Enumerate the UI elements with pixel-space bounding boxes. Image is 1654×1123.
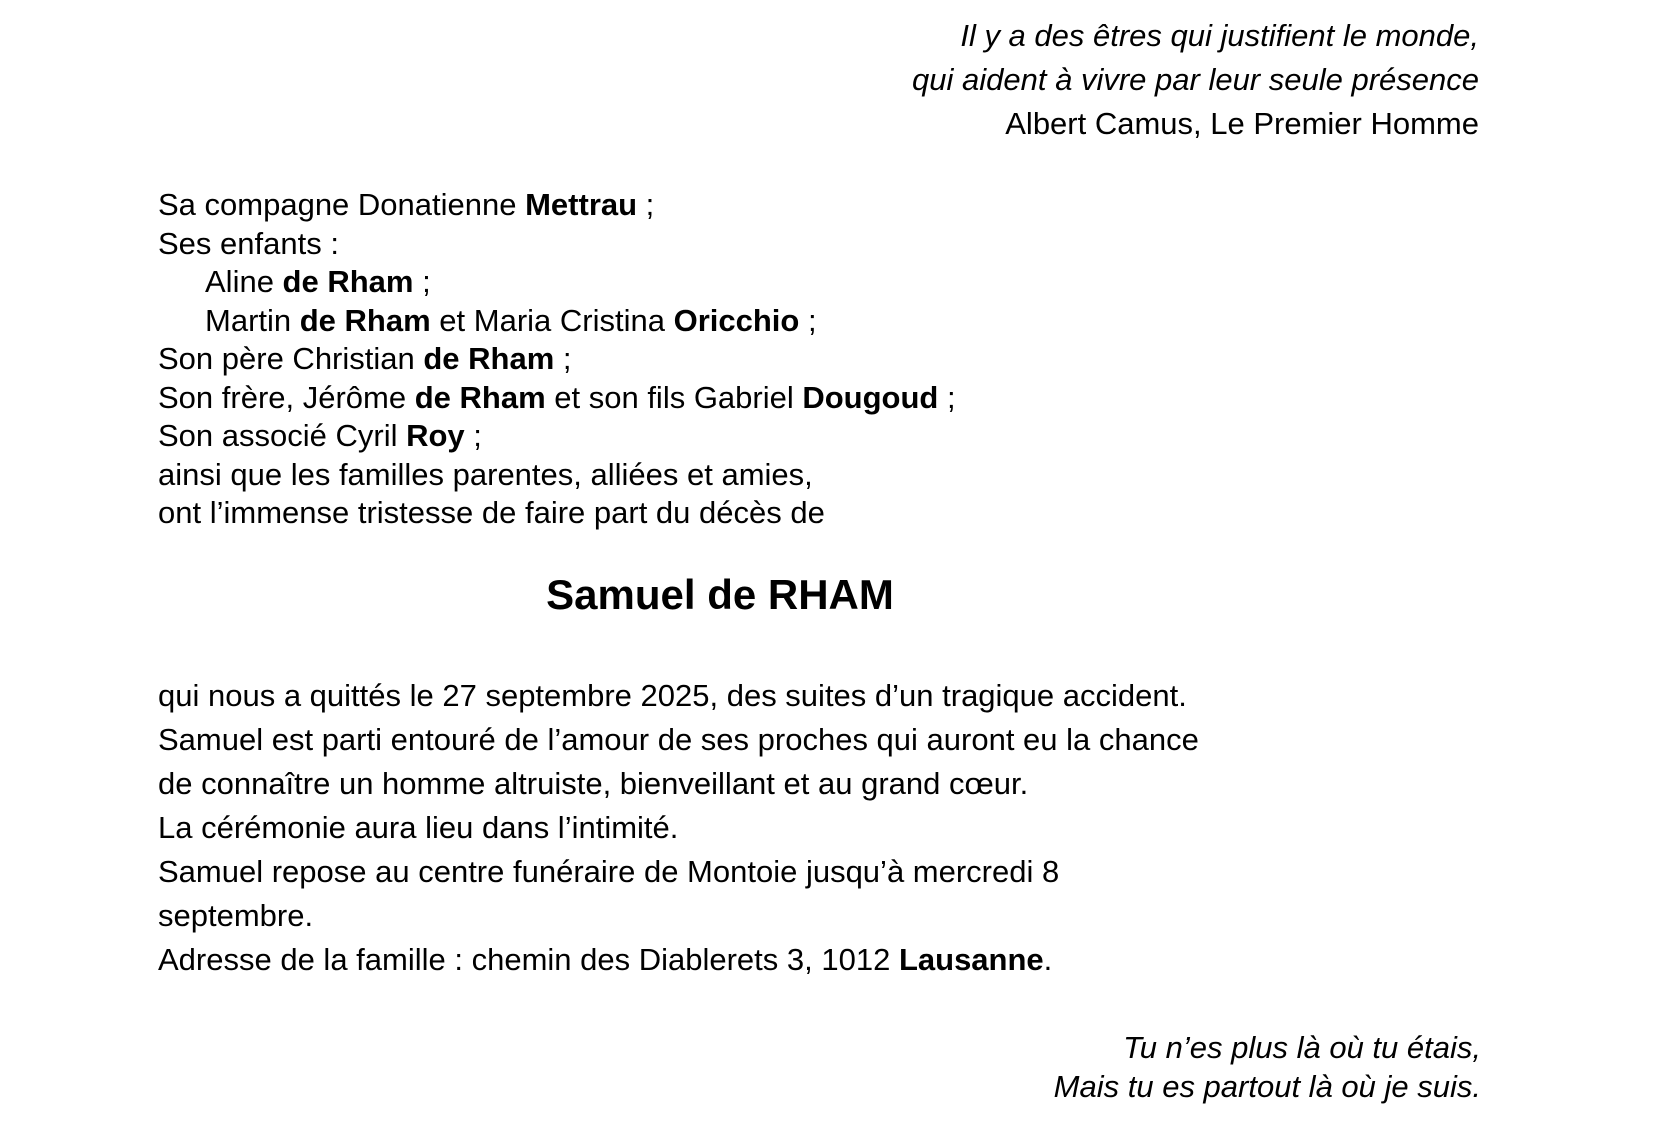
body-line-6: septembre. (158, 898, 314, 933)
epigraph-line-2: qui aident à vivre par leur seule présence (912, 62, 1479, 97)
companion-suffix: ; (637, 187, 655, 222)
family-child-1 (158, 263, 956, 302)
brother-name: de Rham (414, 379, 546, 415)
family-children-label: Ses enfants : (158, 225, 339, 261)
body-line-5: Samuel repose au centre funéraire de Montoie jusqu’à mercredi 8 (158, 854, 1060, 889)
address-prefix: Adresse de la famille : chemin des Diablerets 3, 1012 (158, 942, 899, 977)
partner-suffix: ; (464, 418, 482, 453)
child1-name: de Rham (282, 264, 414, 299)
epigraph-attribution: Albert Camus, Le Premier Homme (1005, 106, 1479, 141)
child2-suffix: ; (799, 302, 817, 338)
child2-middle: et Maria Cristina (430, 302, 674, 338)
partner-prefix: Son associé Cyril (158, 418, 407, 453)
family-partner (158, 417, 956, 456)
child1-prefix: Aline (205, 264, 283, 299)
child2-name: de Rham (299, 302, 431, 338)
epigraph-quote (912, 14, 1479, 146)
child2-prefix: Martin (205, 302, 300, 338)
epigraph-line-1: Il y a des êtres qui justifient le monde, (960, 18, 1479, 53)
nephew-name: Dougoud (802, 379, 939, 415)
companion-prefix: Sa compagne Donatienne (158, 187, 526, 222)
child2-partner-name: Oricchio (673, 302, 800, 338)
family-father (158, 340, 956, 379)
deceased-name: Samuel de RHAM (546, 571, 894, 618)
closing-verse (1054, 1028, 1481, 1106)
family-child-2 (158, 302, 956, 341)
address-suffix: . (1043, 942, 1053, 977)
child1-suffix: ; (413, 264, 431, 299)
family-brother (158, 379, 956, 418)
obituary-body (158, 674, 1199, 982)
body-line-3: de connaître un homme altruiste, bienveillant et au grand cœur. (158, 766, 1029, 801)
family-announcement: ont l’immense tristesse de faire part du décès de (158, 495, 825, 530)
brother-prefix: Son frère, Jérôme (158, 379, 415, 415)
father-name: de Rham (423, 341, 555, 376)
address-city: Lausanne (898, 942, 1044, 977)
companion-name: Mettrau (525, 187, 638, 222)
closing-line-1: Tu n’es plus là où tu étais, (1123, 1030, 1481, 1065)
family-extended: ainsi que les familles parentes, alliées et amies, (158, 456, 813, 492)
father-prefix: Son père Christian (158, 341, 424, 376)
body-line-1: qui nous a quittés le 27 septembre 2025, des suites d’un tragique accident. (158, 678, 1187, 713)
brother-middle: et son fils Gabriel (545, 379, 803, 415)
family-address (158, 938, 1199, 982)
father-suffix: ; (554, 341, 572, 376)
brother-suffix: ; (938, 379, 956, 415)
body-line-4: La cérémonie aura lieu dans l’intimité. (158, 810, 679, 845)
body-line-2: Samuel est parti entouré de l’amour de ses proches qui auront eu la chance (158, 722, 1199, 757)
family-companion (158, 186, 956, 225)
closing-line-2: Mais tu es partout là où je suis. (1053, 1069, 1481, 1104)
partner-name: Roy (406, 418, 465, 453)
family-list (158, 186, 956, 533)
